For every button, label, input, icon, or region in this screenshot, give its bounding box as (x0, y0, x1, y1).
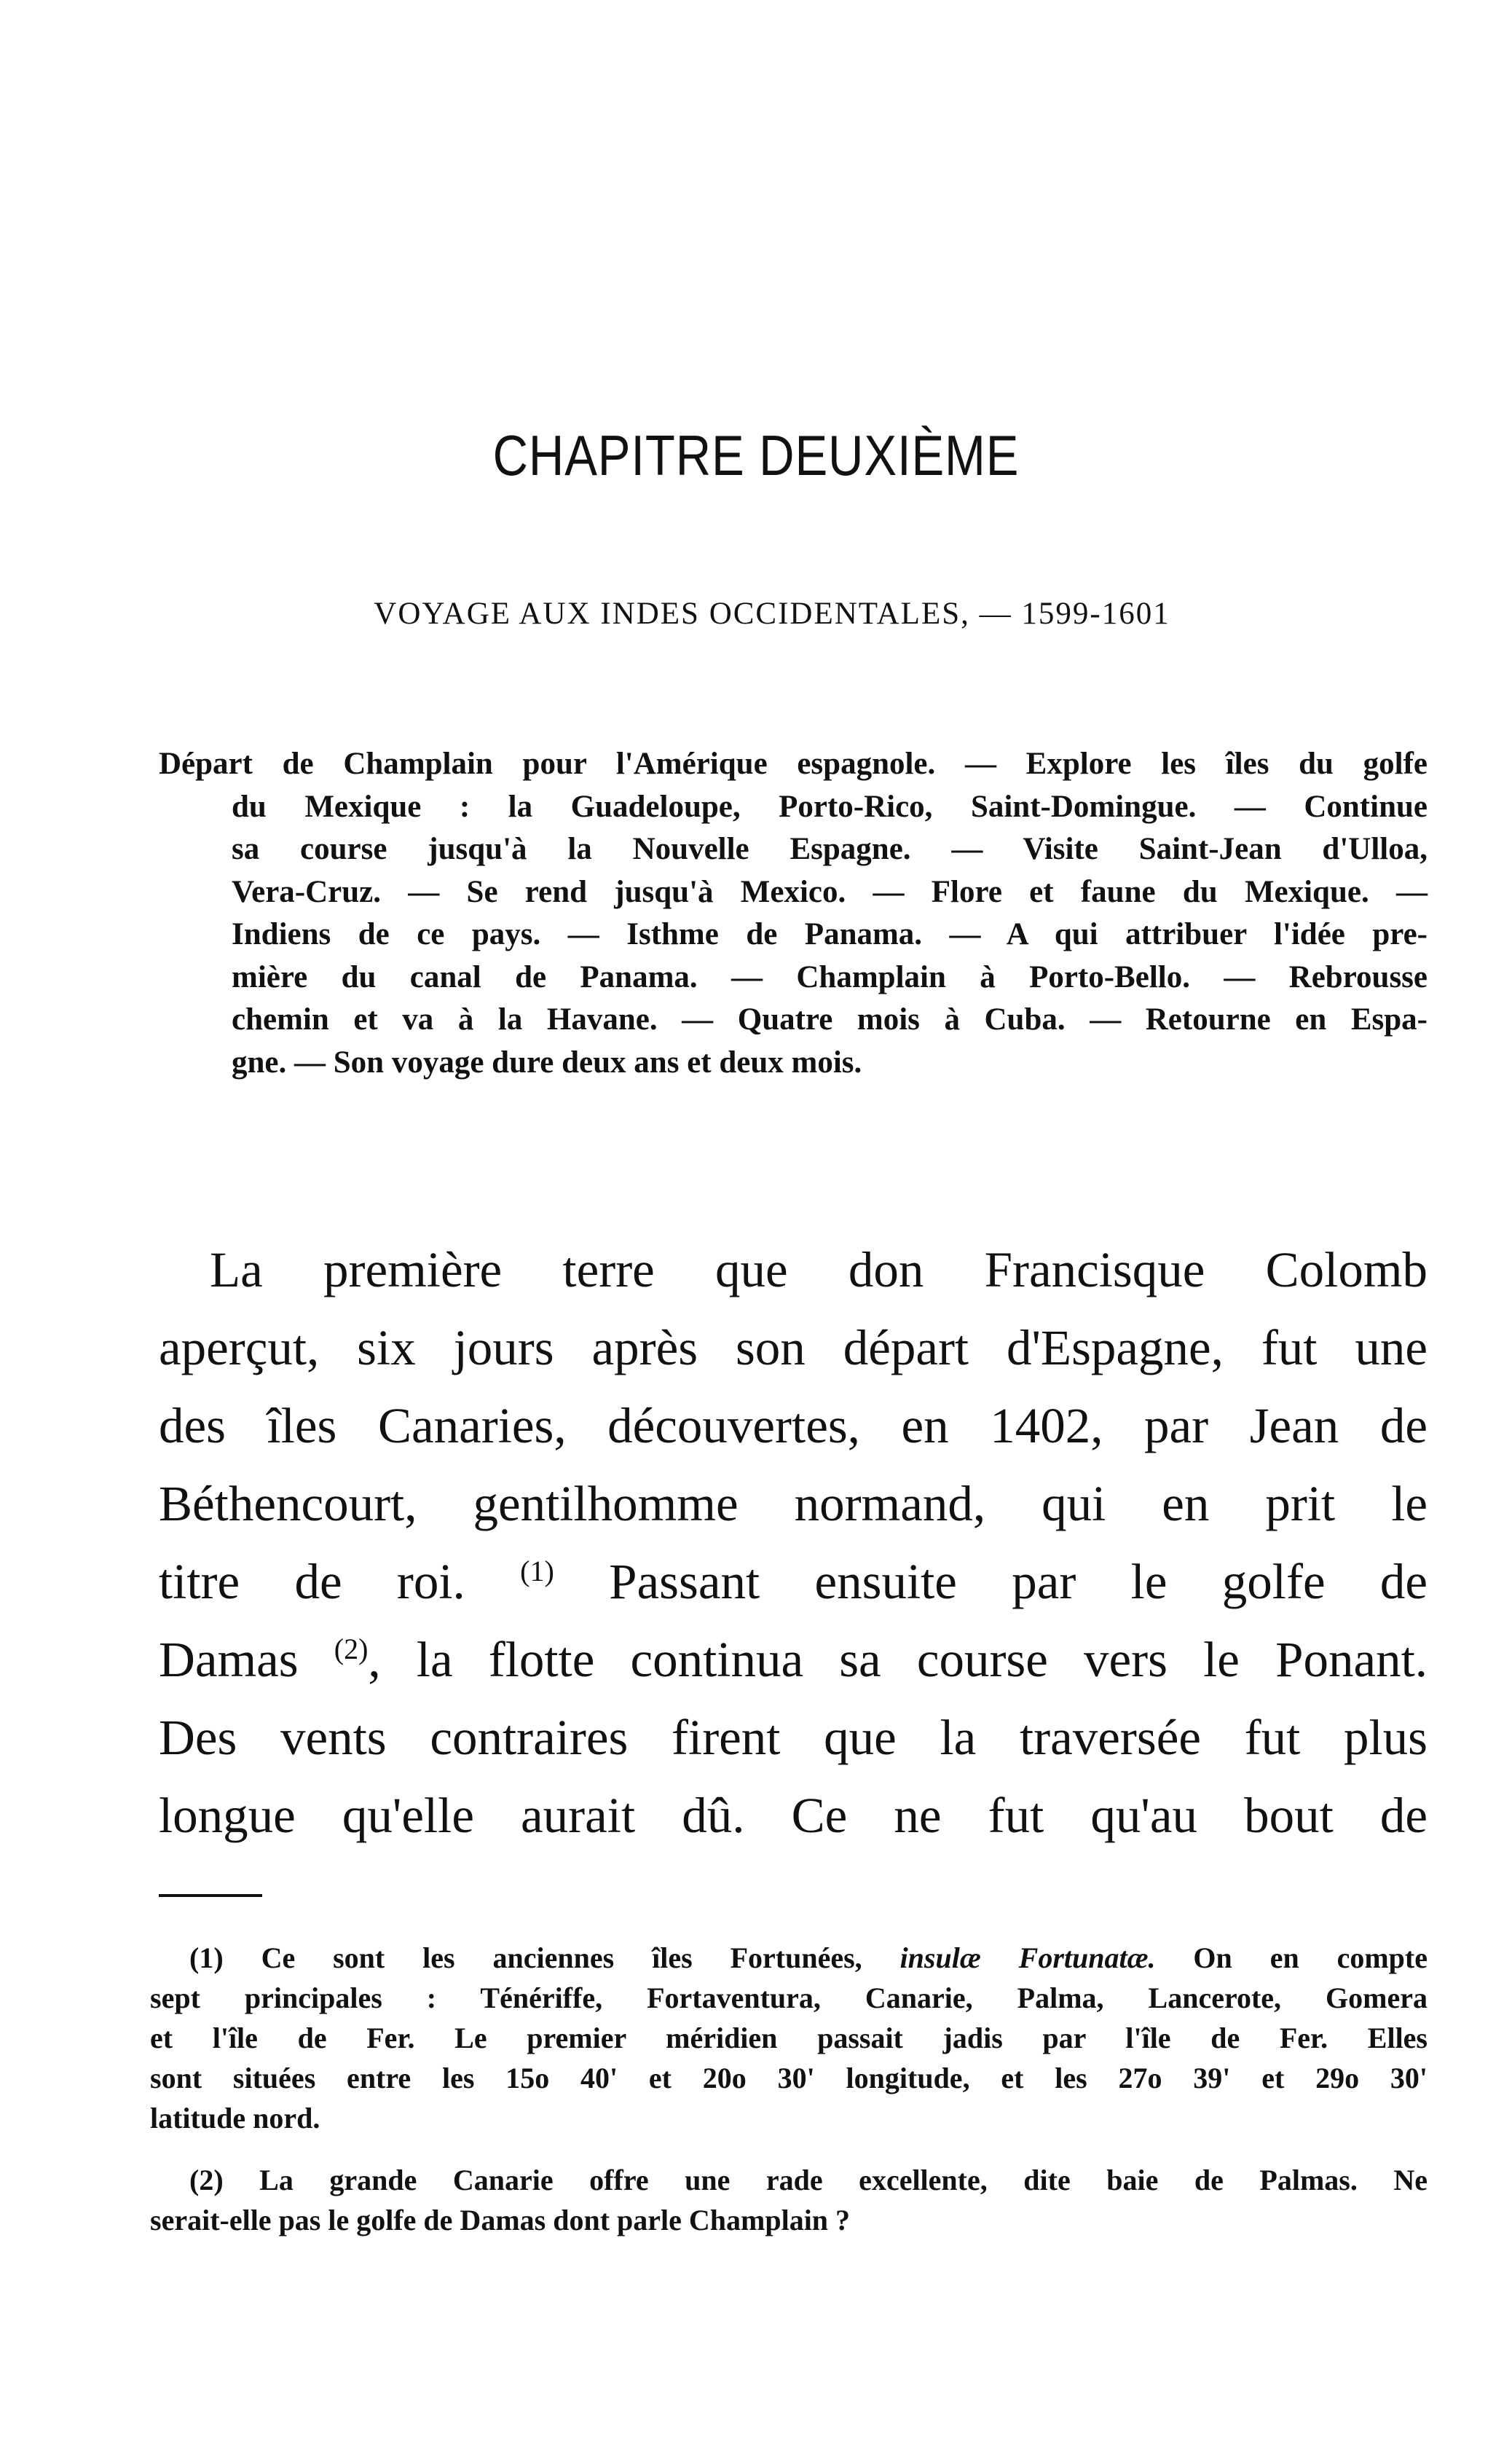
footnote-ref-2[interactable]: (2) (334, 1633, 369, 1665)
chapter-title: CHAPITRE DEUXIÈME (492, 423, 1020, 487)
footnote-1-line: et l'île de Fer. Le premier méridien passait jadis par l'île de Fer. Elles (150, 2022, 1428, 2054)
footnote-divider (159, 1894, 262, 1897)
summary-line: mière du canal de Panama. — Champlain à Porto-Bello. — Rebrousse (232, 959, 1428, 994)
footnote-gap (150, 2138, 1428, 2160)
footnotes (150, 1938, 1428, 2240)
body-line: Béthencourt, gentilhomme normand, qui en prit le (159, 1476, 1428, 1531)
body-line-part: Damas (159, 1632, 299, 1687)
summary-line: du Mexique : la Guadeloupe, Porto-Rico, Saint-Domingue. — Continue (232, 789, 1428, 824)
footnote-marker: (1) (189, 1941, 224, 1974)
body-line: longue qu'elle aurait dû. Ce ne fut qu'au bout de (159, 1788, 1428, 1843)
footnote-1-line (150, 1938, 1428, 1978)
footnote-text: On en compte (1193, 1941, 1428, 1974)
footnote-1-line: latitude nord. (150, 2102, 320, 2134)
footnote-2-line (150, 2160, 1428, 2200)
body-line-part: Passant ensuite par le golfe de (609, 1554, 1428, 1609)
footnote-marker: (2) (189, 2164, 224, 2196)
body-line: Des vents contraires firent que la traversée fut plus (159, 1710, 1428, 1765)
footnote-ref-1[interactable]: (1) (520, 1555, 554, 1587)
summary-line: Vera-Cruz. — Se rend jusqu'à Mexico. — Flore et faune du Mexique. — (232, 874, 1428, 909)
body-line (159, 1621, 1428, 1699)
body-line-part: , la flotte continua sa course vers le Ponant. (368, 1632, 1428, 1687)
footnote-text: La grande Canarie offre une rade excellente, dite baie de Palmas. Ne (259, 2164, 1428, 2196)
chapter-summary (159, 743, 1428, 1084)
body-paragraph (159, 1231, 1428, 1855)
chapter-subtitle: VOYAGE AUX INDES OCCIDENTALES, — 1599-1601 (374, 597, 1170, 631)
body-line: La première terre que don Francisque Colomb (210, 1242, 1428, 1297)
summary-line: sa course jusqu'à la Nouvelle Espagne. — Visite Saint-Jean d'Ulloa, (232, 832, 1428, 866)
summary-line: Indiens de ce pays. — Isthme de Panama. — A qui attribuer l'idée pre- (232, 917, 1428, 951)
footnote-2-line: serait-elle pas le golfe de Damas dont parle Champlain ? (150, 2204, 851, 2236)
body-line: des îles Canaries, découvertes, en 1402, par Jean de (159, 1398, 1428, 1453)
summary-line: Départ de Champlain pour l'Amérique espagnole. — Explore les îles du golfe (159, 747, 1428, 781)
summary-line: chemin et va à la Havane. — Quatre mois à Cuba. — Retourne en Espa- (232, 1002, 1428, 1037)
footnote-1-line: sept principales : Ténériffe, Fortaventura, Canarie, Palma, Lancerote, Gomera (150, 1981, 1428, 2014)
body-line (159, 1543, 1428, 1621)
footnote-text: Ce sont les anciennes îles Fortunées, (261, 1941, 862, 1974)
footnote-italic: insulæ Fortunatæ. (899, 1941, 1156, 1974)
summary-line: gne. — Son voyage dure deux ans et deux mois. (232, 1045, 862, 1080)
footnote-1-line: sont situées entre les 15o 40' et 20o 30' longitude, et les 27o 39' et 29o 30' (150, 2062, 1428, 2094)
body-line-part: titre de roi. (159, 1554, 465, 1609)
body-line: aperçut, six jours après son départ d'Espagne, fut une (159, 1320, 1428, 1375)
